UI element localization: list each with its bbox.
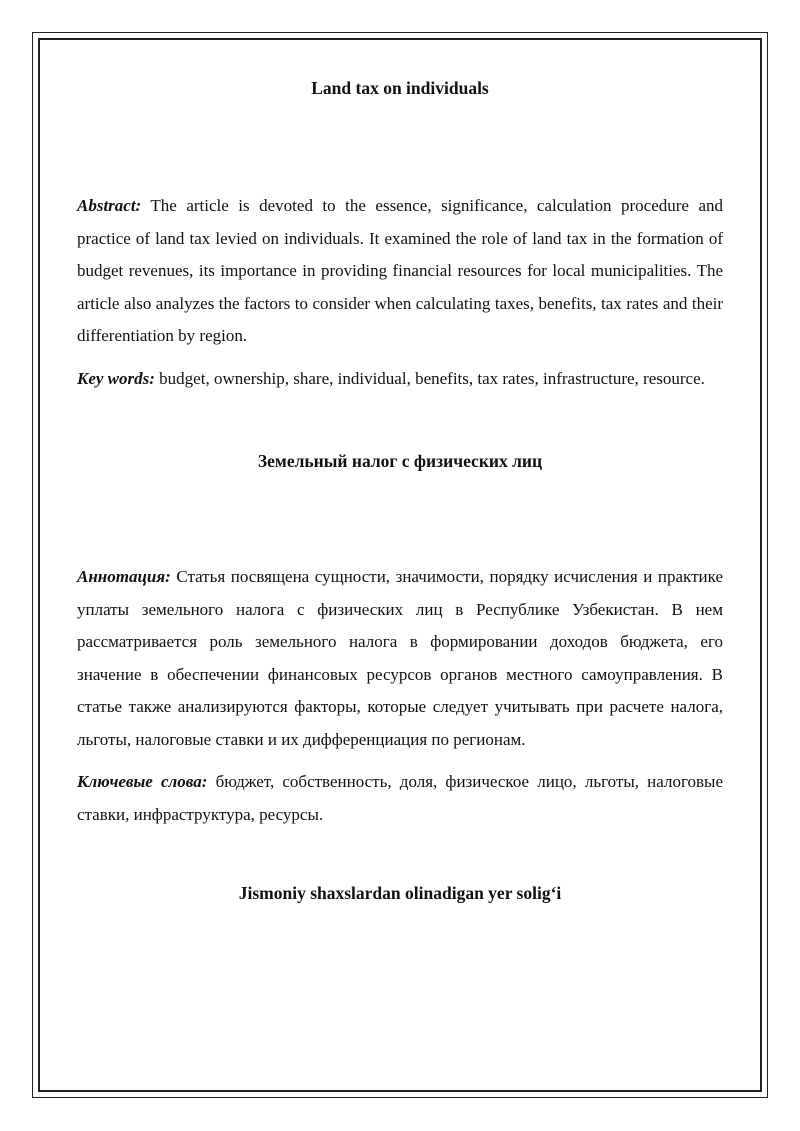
english-keywords <box>77 363 723 396</box>
english-title: Land tax on individuals <box>311 78 489 98</box>
english-abstract-label: Abstract: <box>77 196 142 215</box>
uzbek-title: Jismoniy shaxslardan olinadigan yer solig‘i <box>238 883 562 903</box>
russian-keywords-label: Ключевые слова: <box>77 772 208 791</box>
russian-abstract-text: Статья посвящена сущности, значимости, порядку исчисления и практике уплаты земельного налога с физических лиц в Республике Узбекистан. В нем рассматривается роль земельного налога в формировании доходов бюджета, его значение в обеспечении финансовых ресурсов органов местного самоуправления. В статье также анализируются факторы, которые следует учитывать при расчете налога, льготы, налоговые ставки и их дифференциация по регионам. <box>77 567 723 749</box>
russian-title: Земельный налог с физических лиц <box>257 451 543 471</box>
document-body <box>77 70 723 909</box>
english-abstract <box>77 190 723 353</box>
russian-abstract-label: Аннотация: <box>77 567 171 586</box>
english-abstract-text: The article is devoted to the essence, significance, calculation procedure and practice of land tax levied on individuals. It examined the role of land tax in the formation of budget revenues, its importance in providing financial resources for local municipalities. The article also analyzes the factors to consider when calculating taxes, benefits, tax rates and their differentiation by region. <box>77 196 723 345</box>
english-keywords-label: Key words: <box>77 368 155 388</box>
english-keywords-text: budget, ownership, share, individual, benefits, tax rates, infrastructure, resource. <box>154 368 705 388</box>
russian-keywords-text: бюджет, собственность, доля, физическое лицо, льготы, налоговые ставки, инфраструктура, ресурсы. <box>77 772 723 824</box>
russian-keywords <box>77 766 723 831</box>
russian-abstract <box>77 561 723 756</box>
